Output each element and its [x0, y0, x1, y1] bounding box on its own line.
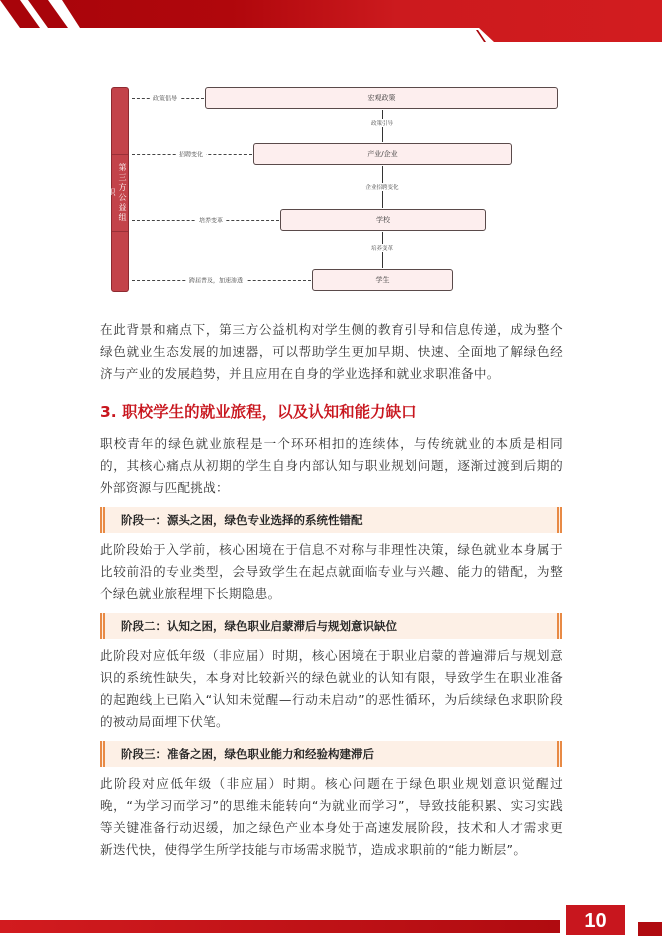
box-school: 学校	[280, 209, 486, 231]
stage-1-title: 阶段一：源头之困，绿色专业选择的系统性错配	[100, 507, 562, 533]
page-number: 10	[566, 905, 625, 935]
box-student: 学生	[312, 269, 453, 291]
left-label-4: 跨届普及，加速渗透	[186, 276, 246, 285]
box-industry: 产业/企业	[253, 143, 512, 165]
box-macro-policy: 宏观政策	[205, 87, 558, 109]
paragraph-background: 在此背景和痛点下，第三方公益机构对学生侧的教育引导和信息传递，成为整个绿色就业生态发展的加速器，可以帮助学生更加早期、快速、全面地了解绿色经济与产业的发展趋势，并且应用在自身的学业选择和就业求职准备中。	[100, 322, 563, 381]
stage-3-text: 此阶段对应低年级（非应届）时期。核心问题在于绿色职业规划意识觉醒过晚，“为学习而学习”的思维未能转向“为就业而学习”，导致技能积累、实习实践等关键准备行动迟缓，加之绿色产业本身处于高速发展阶段，技术和人才需求更新迭代快，使得学生所学技能与市场需求脱节，造成求职前的“能力断层”。	[100, 776, 563, 857]
body-content	[100, 319, 563, 861]
footer-block	[638, 922, 662, 936]
label-policy-guidance: 政策引导	[370, 121, 394, 127]
left-label-3: 培养变革	[196, 216, 226, 225]
label-recruit-change: 企业招聘变化	[365, 185, 399, 191]
stage-2-text: 此阶段对应低年级（非应届）时期，核心困境在于职业启蒙的普遍滞后与规划意识的系统性缺失，本身对比较新兴的绿色就业的认知有限，导致学生在职业准备的起跑线上已陷入“认知未觉醒—行动未启动”的恶性循环，为后续绿色求职阶段的被动局面埋下伏笔。	[100, 648, 563, 729]
left-label-2: 招聘变化	[176, 150, 206, 159]
paragraph-journey: 职校青年的绿色就业旅程是一个环环相扣的连续体，与传统就业的本质是相同的，其核心痛点从初期的学生自身内部认知与职业规划问题，逐渐过渡到后期的外部资源与匹配挑战：	[100, 436, 563, 495]
third-party-org-bar	[107, 87, 129, 292]
left-label-1: 政策倡导	[150, 94, 180, 103]
footer-bar	[0, 920, 560, 933]
stage-2-title: 阶段二：认知之困，绿色职业启蒙滞后与规划意识缺位	[100, 613, 562, 639]
stage-1-text: 此阶段始于入学前，核心困境在于信息不对称与非理性决策，绿色就业本身属于比较前沿的专业类型，会导致学生在起点就面临专业与兴趣、能力的错配，为整个绿色就业旅程埋下长期隐患。	[100, 542, 563, 601]
section-heading: 3. 职校学生的就业旅程，以及认知和能力缺口	[100, 403, 417, 421]
label-training-reform: 培养变革	[370, 246, 394, 252]
header-banner	[0, 0, 662, 44]
side-label: 第三方公益组织	[112, 154, 128, 232]
stage-3-title: 阶段三：准备之困，绿色职业能力和经验构建滞后	[100, 741, 562, 767]
